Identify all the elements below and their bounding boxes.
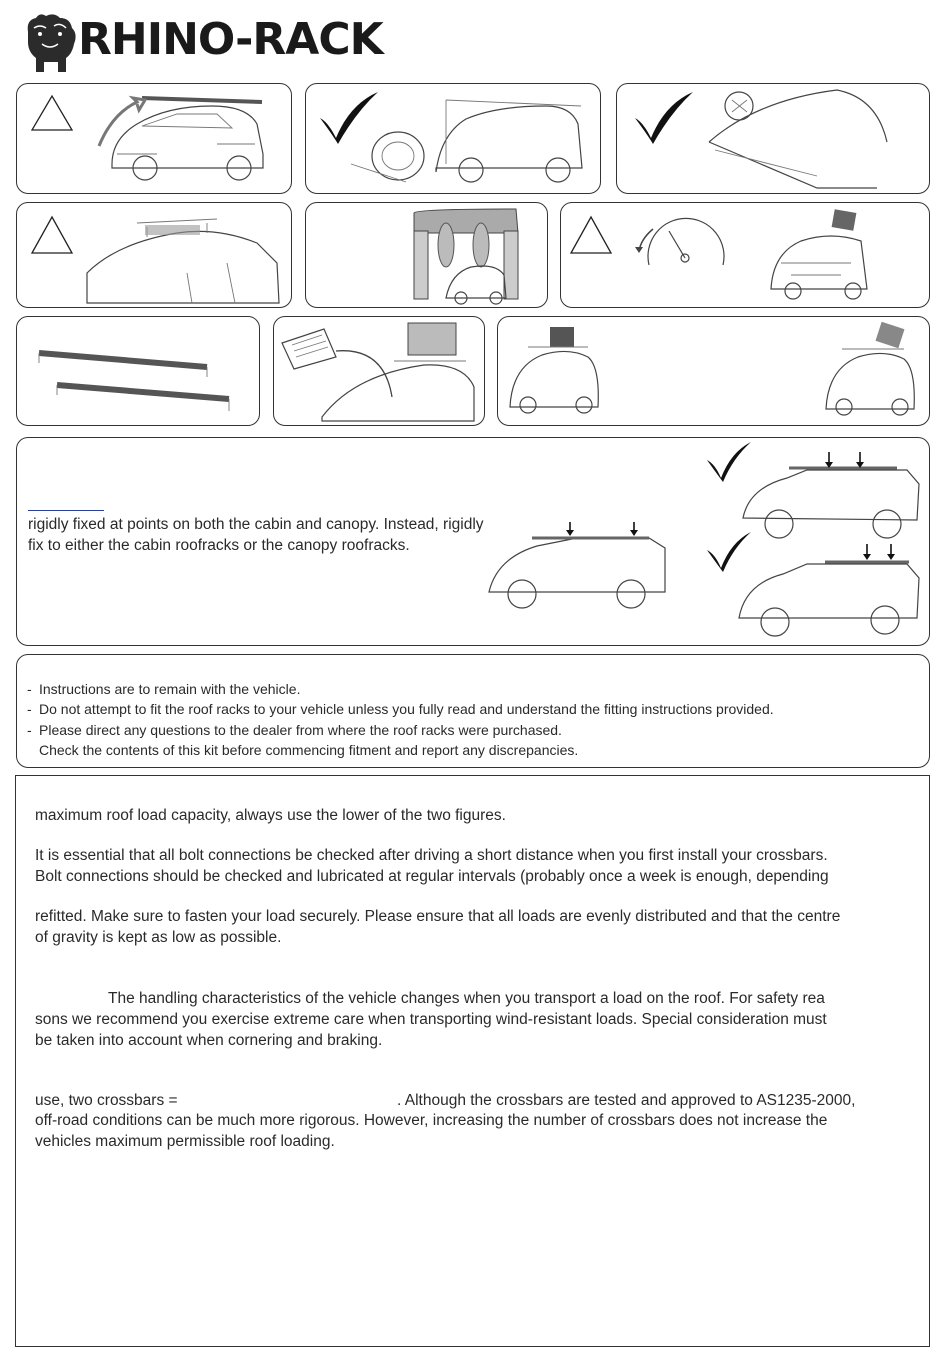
instructions-panel xyxy=(16,654,930,768)
paragraph-line: refitted. Make sure to fasten your load securely. Please ensure that all loads are evenly distributed and that the centre xyxy=(35,908,841,925)
paragraph-line: of gravity is kept as low as possible. xyxy=(35,929,282,946)
crossbar-sketch xyxy=(39,353,229,411)
checkmark-icon xyxy=(707,532,751,572)
fitment-text-line-2: fix to either the cabin roofracks or the canopy roofracks. xyxy=(28,537,410,554)
warning-triangle-icon xyxy=(32,96,72,130)
brand-logo xyxy=(18,8,438,78)
fitment-text-line-1: rigidly fixed at points on both the cabin and canopy. Instead, rigidly xyxy=(28,516,484,533)
ute-canopy-sketch xyxy=(489,522,665,608)
paragraph-line: . Although the crossbars are tested and approved to AS1235-2000, xyxy=(397,1092,856,1109)
car-front-tilted-sketch xyxy=(826,322,914,415)
paragraph-line: sons we recommend you exercise extreme care when transporting wind-resistant loads. Special consideration must xyxy=(35,1011,827,1028)
illustration-panel-car-wash xyxy=(305,202,548,308)
roof-load-sketch xyxy=(142,98,262,102)
link-underline xyxy=(28,510,104,511)
arrow-icon xyxy=(99,98,145,146)
paragraph-line: off-road conditions can be much more rigorous. However, increasing the number of crossbars does not increase the xyxy=(35,1112,828,1129)
illustration-panel-speed xyxy=(560,202,930,308)
bullet: - xyxy=(27,722,32,738)
paragraph-line: Bolt connections should be checked and lubricated at regular intervals (probably once a week is enough, depending xyxy=(35,868,829,885)
instruction-note: Check the contents of this kit before commencing fitment and report any discrepancies. xyxy=(39,742,579,758)
paragraph-line: be taken into account when cornering and braking. xyxy=(35,1032,383,1049)
bullet: - xyxy=(27,681,32,697)
car-front-sketch xyxy=(510,327,598,413)
instruction-item: Do not attempt to fit the roof racks to your vehicle unless you fully read and understand the fitting instructions provided. xyxy=(39,701,774,717)
illustration-panel-sedan-rack xyxy=(16,202,292,308)
ute-canopy-sketch xyxy=(739,544,919,636)
instruction-item: Please direct any questions to the dealer from where the roof racks were purchased. xyxy=(39,722,562,738)
ute-canopy-sketch xyxy=(743,452,919,538)
paragraph-line: vehicles maximum permissible roof loading. xyxy=(35,1133,335,1150)
car-front-sketch xyxy=(771,209,867,299)
arrow-icon xyxy=(336,351,392,397)
illustration-panel-strap xyxy=(305,83,601,194)
checkmark-icon xyxy=(320,92,378,144)
strap-roll-sketch xyxy=(351,132,424,182)
sedan-sketch xyxy=(87,219,279,303)
instruction-item: Instructions are to remain with the vehicle. xyxy=(39,681,301,697)
speedometer-icon xyxy=(635,218,724,265)
paragraph-line: use, two crossbars = xyxy=(35,1092,178,1109)
illustration-panel-crossbars xyxy=(16,316,260,426)
illustration-panel-manual xyxy=(273,316,485,426)
brand-wordmark: RHINO-RACK xyxy=(78,14,383,65)
car-wash-sketch xyxy=(414,209,518,304)
car-sketch xyxy=(112,106,263,180)
roof-closeup-sketch xyxy=(709,90,887,188)
paragraph-line: maximum roof load capacity, always use the lower of the two figures. xyxy=(35,807,506,824)
checkmark-icon xyxy=(707,442,751,482)
rhino-mascot-icon xyxy=(20,10,80,76)
illustration-panel-roof-mount xyxy=(616,83,930,194)
illustration-panel-slide-load xyxy=(16,83,292,194)
canopy-fitment-panel xyxy=(16,437,930,646)
bullet: - xyxy=(27,701,32,717)
checkmark-icon xyxy=(635,92,693,144)
illustration-panel-load-comparison xyxy=(497,316,930,426)
car-sketch xyxy=(436,100,582,182)
paragraph-line: The handling characteristics of the vehicle changes when you transport a load on the roof. For safety rea xyxy=(108,990,825,1007)
manual-book-icon xyxy=(282,329,336,369)
paragraph-line: It is essential that all bolt connections be checked after driving a short distance when you first install your crossbars. xyxy=(35,847,828,864)
warning-triangle-icon xyxy=(32,217,72,253)
car-load-sketch xyxy=(322,323,474,421)
warning-triangle-icon xyxy=(571,217,611,253)
